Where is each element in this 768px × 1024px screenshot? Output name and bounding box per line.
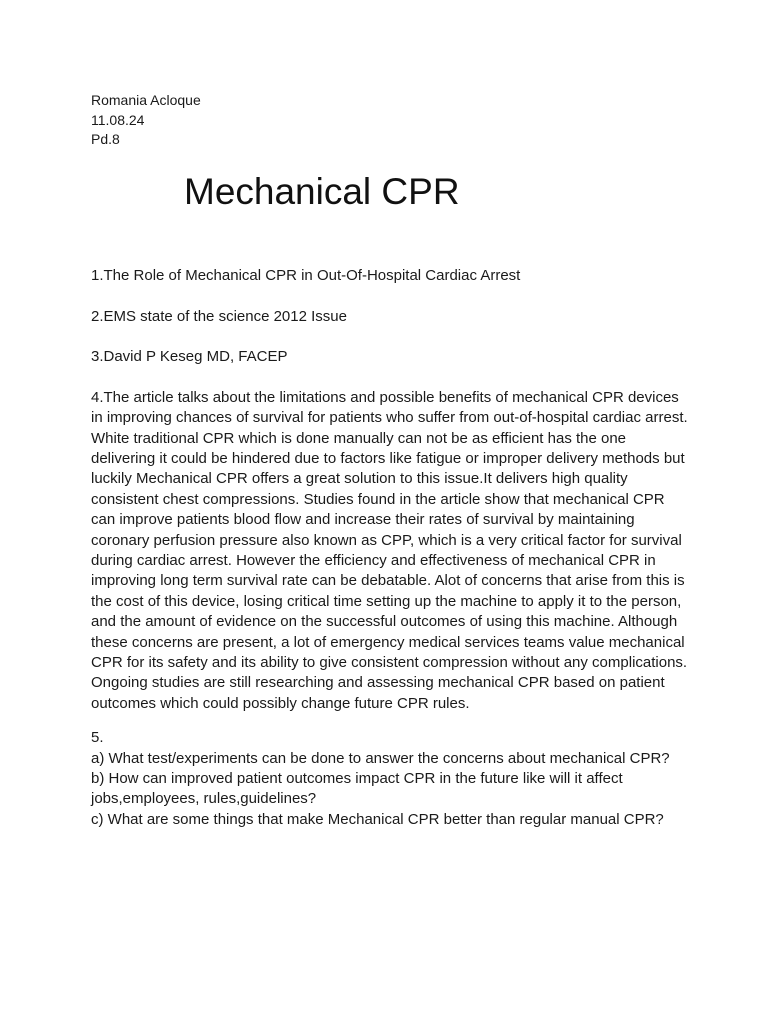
question-a: a) What test/experiments can be done to answer the concerns about mechanical CPR? — [91, 749, 670, 767]
date: 11.08.24 — [91, 111, 145, 128]
article-author-item: 3.David P Keseg MD, FACEP — [91, 348, 288, 366]
author-name: Romania Acloque — [91, 92, 201, 108]
document-content — [91, 91, 691, 830]
question-c: c) What are some things that make Mechanical CPR better than regular manual CPR? — [91, 810, 664, 828]
source-item: 2.EMS state of the science 2012 Issue — [91, 307, 347, 325]
article-title-item: 1.The Role of Mechanical CPR in Out-Of-Hospital Cardiac Arrest — [91, 266, 521, 284]
questions-label: 5. — [91, 729, 104, 747]
summary-paragraph: 4.The article talks about the limitations and possible benefits of mechanical CPR devices in improving chances of survival for patients who suffer from out-of-hospital cardiac arrest. White traditional CPR which is done manually can not be as efficient has the one delivering it could be hindered due to factors like fatigue or improper delivery methods but luckily Mechanical CPR offers a great solution to this issue.It delivers high quality consistent chest compressions. Studies found in the article show that mechanical CPR can improve patients blood flow and increase their rates of survival by maintaining coronary perfusion pressure also known as CPP, which is a very critical factor for survival during cardiac arrest. However the efficiency and effectiveness of mechanical CPR in improving long term survival rate can be debatable. Alot of concerns that arise from this is the cost of this device, losing critical time setting up the machine to apply it to the person, and the amount of evidence on the successful outcomes of using this machine. Although these concerns are present, a lot of emergency medical services teams value mechanical CPR for its safety and its ability to give consistent compression without any complications. Ongoing studies are still researching and assessing mechanical CPR based on patient outcomes which could possibly change future CPR rules. — [91, 388, 688, 712]
class-period: Pd.8 — [91, 131, 120, 147]
question-b: b) How can improved patient outcomes impact CPR in the future like will it affect jobs,employees, rules,guidelines? — [91, 770, 623, 808]
document-title: Mechanical CPR — [184, 170, 460, 212]
